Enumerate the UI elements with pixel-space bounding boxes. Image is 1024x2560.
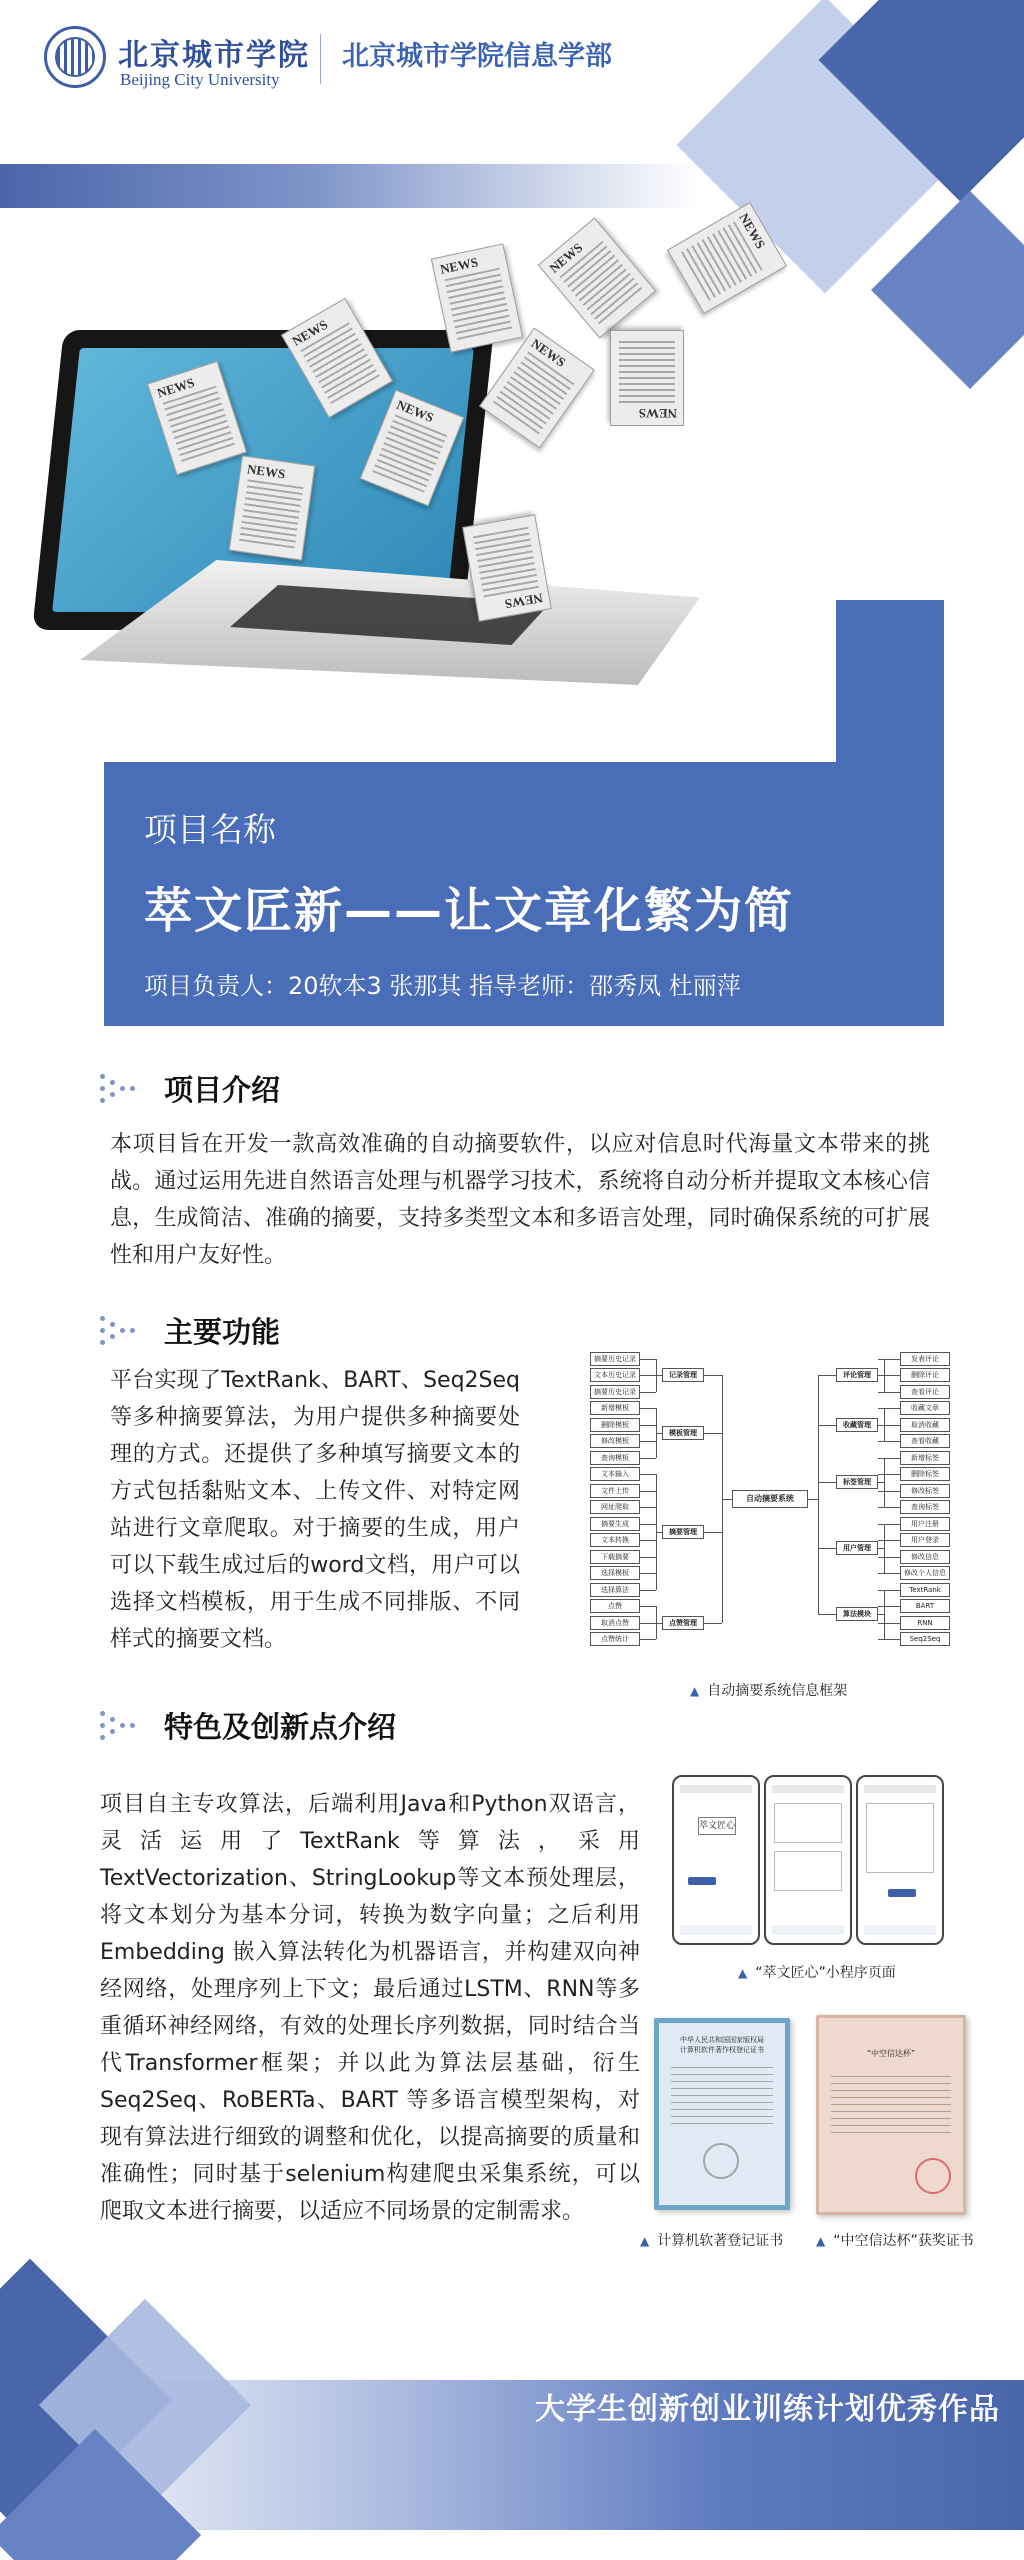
- diagram-group-node: 收藏管理: [836, 1418, 878, 1432]
- diagram-connector: [884, 1458, 885, 1508]
- diagram-leaf-node: 摘要历史记录: [590, 1352, 640, 1366]
- diagram-connector: [704, 1433, 722, 1434]
- section-title: 主要功能: [164, 1315, 281, 1349]
- diagram-connector: [878, 1573, 900, 1574]
- dots-icon: [100, 1074, 142, 1104]
- diagram-connector: [640, 1557, 656, 1558]
- diagram-connector: [878, 1614, 884, 1615]
- diagram-leaf-node: 查询模板: [590, 1451, 640, 1465]
- diagram-leaf-node: 点赞统计: [590, 1632, 640, 1646]
- diagram-connector: [704, 1375, 722, 1376]
- diagram-leaf-node: 点赞: [590, 1599, 640, 1613]
- diagram-leaf-node: 删除评论: [900, 1368, 950, 1382]
- news-paper-icon: [479, 327, 595, 448]
- diagram-leaf-node: 查看评论: [900, 1385, 950, 1399]
- diagram-connector: [640, 1590, 656, 1591]
- diagram-connector: [640, 1540, 656, 1541]
- cert2-caption: ▲ “中空信达杯”获奖证书: [816, 2233, 974, 2249]
- diagram-connector: [878, 1507, 900, 1508]
- diagram-connector: [818, 1614, 836, 1615]
- diagram-group-node: 点赞管理: [662, 1616, 704, 1630]
- diagram-connector: [878, 1623, 900, 1624]
- diagram-leaf-node: 网址爬取: [590, 1500, 640, 1514]
- section-innovation-heading: [100, 1705, 396, 1746]
- diagram-leaf-node: Seq2Seq: [900, 1632, 950, 1646]
- award-certificate: “中空信达杯”: [816, 2015, 966, 2215]
- department-name: 北京城市学院信息学部: [342, 41, 612, 72]
- diagram-group-node: 算法模块: [836, 1607, 878, 1621]
- diagram-connector: [878, 1590, 900, 1591]
- diagram-connector: [818, 1482, 836, 1483]
- news-paper-icon: [538, 217, 656, 338]
- diagram-connector: [640, 1524, 656, 1525]
- diagram-connector: [878, 1482, 884, 1483]
- diagram-leaf-node: TextRank: [900, 1583, 950, 1597]
- university-name-en: Beijing City University: [120, 70, 280, 89]
- university-logo-seal: [44, 26, 106, 88]
- diagram-connector: [818, 1375, 819, 1614]
- diagram-leaf-node: 修改个人信息: [900, 1566, 950, 1580]
- diagram-leaf-node: 取消收藏: [900, 1418, 950, 1432]
- diagram-leaf-node: 选择算法: [590, 1583, 640, 1597]
- diagram-group-node: 摘要管理: [662, 1525, 704, 1539]
- diagram-connector: [878, 1606, 900, 1607]
- diagram-leaf-node: 收藏文章: [900, 1401, 950, 1415]
- diagram-leaf-node: 删除标签: [900, 1467, 950, 1481]
- decor-stripe: [0, 164, 700, 208]
- diagram-caption: ▲ 自动摘要系统信息框架: [690, 1683, 848, 1699]
- diagram-connector: [878, 1458, 900, 1459]
- diagram-connector: [878, 1375, 884, 1376]
- diagram-group-node: 标签管理: [836, 1475, 878, 1489]
- diagram-leaf-node: 下载摘要: [590, 1550, 640, 1564]
- diagram-connector: [640, 1606, 656, 1607]
- diagram-connector: [884, 1408, 885, 1441]
- news-paper-icon: [610, 330, 684, 426]
- diagram-connector: [884, 1359, 885, 1392]
- diagram-group-node: 用户管理: [836, 1541, 878, 1555]
- software-copyright-certificate: 中华人民共和国国家版权局 计算机软件著作权登记证书: [654, 2018, 790, 2210]
- project-title-block: [104, 762, 944, 1026]
- diagram-connector: [878, 1392, 900, 1393]
- diagram-connector: [884, 1590, 885, 1640]
- footer-slogan: 大学生创新创业训练计划优秀作品: [535, 2392, 1000, 2427]
- diagram-leaf-node: 选择模板: [590, 1566, 640, 1580]
- diagram-leaf-node: RNN: [900, 1616, 950, 1630]
- diagram-connector: [640, 1573, 656, 1574]
- dots-icon: [100, 1316, 142, 1346]
- news-paper-icon: [229, 455, 316, 560]
- diagram-leaf-node: 用户注册: [900, 1517, 950, 1531]
- diagram-connector: [640, 1639, 656, 1640]
- phone-screen-login: 萃文匠心: [672, 1775, 760, 1945]
- phone-screen-result: [856, 1775, 944, 1945]
- section-intro-heading: [100, 1068, 280, 1109]
- diagram-connector: [878, 1474, 900, 1475]
- diagram-leaf-node: 文本历史记录: [590, 1368, 640, 1382]
- diagram-connector: [818, 1375, 836, 1376]
- dots-icon: [100, 1711, 142, 1741]
- diagram-connector: [640, 1507, 656, 1508]
- diagram-leaf-node: 修改模板: [590, 1434, 640, 1448]
- diagram-leaf-node: 文件上传: [590, 1484, 640, 1498]
- project-name-label: 项目名称: [144, 810, 276, 849]
- features-paragraph: 平台实现了TextRank、BART、Seq2Seq等多种摘要算法，为用户提供多种摘要处理的方式。还提供了多种填写摘要文本的方式包括黏贴文本、上传文件、对特定网站进行文章爬取。对于摘要的生成，用户可以下载生成过后的word文档，用户可以选择文档模板，用于生成不同排版、不同样式的摘要文档。: [110, 1368, 520, 1652]
- diagram-leaf-node: 用户登录: [900, 1533, 950, 1547]
- diagram-leaf-node: 查看收藏: [900, 1434, 950, 1448]
- diagram-connector: [640, 1474, 656, 1475]
- diagram-connector: [818, 1548, 836, 1549]
- diagram-leaf-node: 发表评论: [900, 1352, 950, 1366]
- diagram-connector: [878, 1557, 900, 1558]
- diagram-leaf-node: 摘要生成: [590, 1517, 640, 1531]
- diagram-leaf-node: 文本转换: [590, 1533, 640, 1547]
- diagram-connector: [878, 1408, 900, 1409]
- diagram-connector: [640, 1375, 656, 1376]
- innovation-paragraph: 项目自主专攻算法，后端利用Java和Python双语言，灵活运用了TextRank等算法，采用 TextVectorization、StringLookup等文本预处理层，将文本划分为基本分词，转换为数字向量；之后利用 Embedding 嵌入算法转化为机器语言，并构建双向神经网络，处理序列上下文；最后通过LSTM、RNN等多重循环神经网络，有效的处理长序列数据，同时结合当代Transformer框架；并以此为算法层基础，衍生 Seq2Seq、RoBERTa、BART 等多语言模型架构，对现有算法进行细致的调整和优化，以提高摘要的质量和准确性；同时基于selenium构建爬虫采集系统，可以爬取文本进行摘要，以适应不同场景的定制需求。: [100, 1792, 640, 2224]
- triangle-icon: ▲: [816, 2234, 826, 2248]
- phone-screen-summary: [764, 1775, 852, 1945]
- diagram-leaf-node: 摘要历史记录: [590, 1385, 640, 1399]
- diagram-leaf-node: 查询标签: [900, 1500, 950, 1514]
- title-block-tab: [836, 600, 944, 770]
- project-title: 萃文匠新——让文章化繁为简: [144, 883, 795, 939]
- diagram-connector: [818, 1425, 836, 1426]
- diagram-connector: [878, 1639, 900, 1640]
- university-name-cn: 北京城市学院: [118, 38, 310, 73]
- diagram-connector: [878, 1524, 900, 1525]
- diagram-connector: [640, 1408, 656, 1409]
- diagram-connector: [878, 1441, 900, 1442]
- triangle-icon: ▲: [738, 1966, 748, 1980]
- diagram-connector: [704, 1532, 722, 1533]
- project-members: 项目负责人：20软本3 张那其 指导老师：邵秀凤 杜丽萍: [144, 972, 741, 1000]
- diagram-connector: [640, 1425, 656, 1426]
- diagram-connector: [878, 1548, 884, 1549]
- diagram-connector: [884, 1524, 885, 1574]
- diagram-leaf-node: 删除模板: [590, 1418, 640, 1432]
- diagram-leaf-node: 修改信息: [900, 1550, 950, 1564]
- system-framework-diagram: [590, 1330, 950, 1670]
- cert1-caption: ▲ 计算机软著登记证书: [640, 2233, 784, 2249]
- diagram-connector: [878, 1425, 884, 1426]
- header-divider: [320, 34, 321, 84]
- diagram-connector: [878, 1491, 900, 1492]
- section-features-heading: [100, 1310, 280, 1351]
- diagram-root-node: 自动摘要系统: [732, 1490, 808, 1508]
- diagram-connector: [878, 1540, 900, 1541]
- diagram-connector: [640, 1491, 656, 1492]
- intro-paragraph: 本项目旨在开发一款高效准确的自动摘要软件，以应对信息时代海量文本带来的挑战。通过运用先进自然语言处理与机器学习技术，系统将自动分析并提取文本核心信息，生成简洁、准确的摘要，支持多类型文本和多语言处理，同时确保系统的可扩展性和用户友好性。: [110, 1132, 930, 1268]
- diagram-group-node: 记录管理: [662, 1368, 704, 1382]
- diagram-connector: [808, 1499, 818, 1500]
- diagram-connector: [640, 1359, 656, 1360]
- diagram-connector: [640, 1458, 656, 1459]
- diagram-leaf-node: BART: [900, 1599, 950, 1613]
- diagram-connector: [878, 1359, 900, 1360]
- diagram-group-node: 评论管理: [836, 1368, 878, 1382]
- diagram-leaf-node: 新增标签: [900, 1451, 950, 1465]
- diagram-connector: [704, 1623, 722, 1624]
- diagram-group-node: 模板管理: [662, 1426, 704, 1440]
- diagram-leaf-node: 取消点赞: [590, 1616, 640, 1630]
- section-title: 项目介绍: [164, 1073, 281, 1107]
- diagram-leaf-node: 修改标签: [900, 1484, 950, 1498]
- news-paper-icon: [462, 514, 552, 621]
- diagram-connector: [722, 1499, 732, 1500]
- phones-caption: ▲ “萃文匠心”小程序页面: [738, 1965, 896, 1981]
- diagram-connector: [640, 1392, 656, 1393]
- triangle-icon: ▲: [690, 1684, 700, 1698]
- diagram-connector: [640, 1623, 656, 1624]
- section-title: 特色及创新点介绍: [164, 1710, 397, 1744]
- diagram-leaf-node: 文本输入: [590, 1467, 640, 1481]
- diagram-leaf-node: 新增模板: [590, 1401, 640, 1415]
- diagram-connector: [640, 1441, 656, 1442]
- triangle-icon: ▲: [640, 2234, 650, 2248]
